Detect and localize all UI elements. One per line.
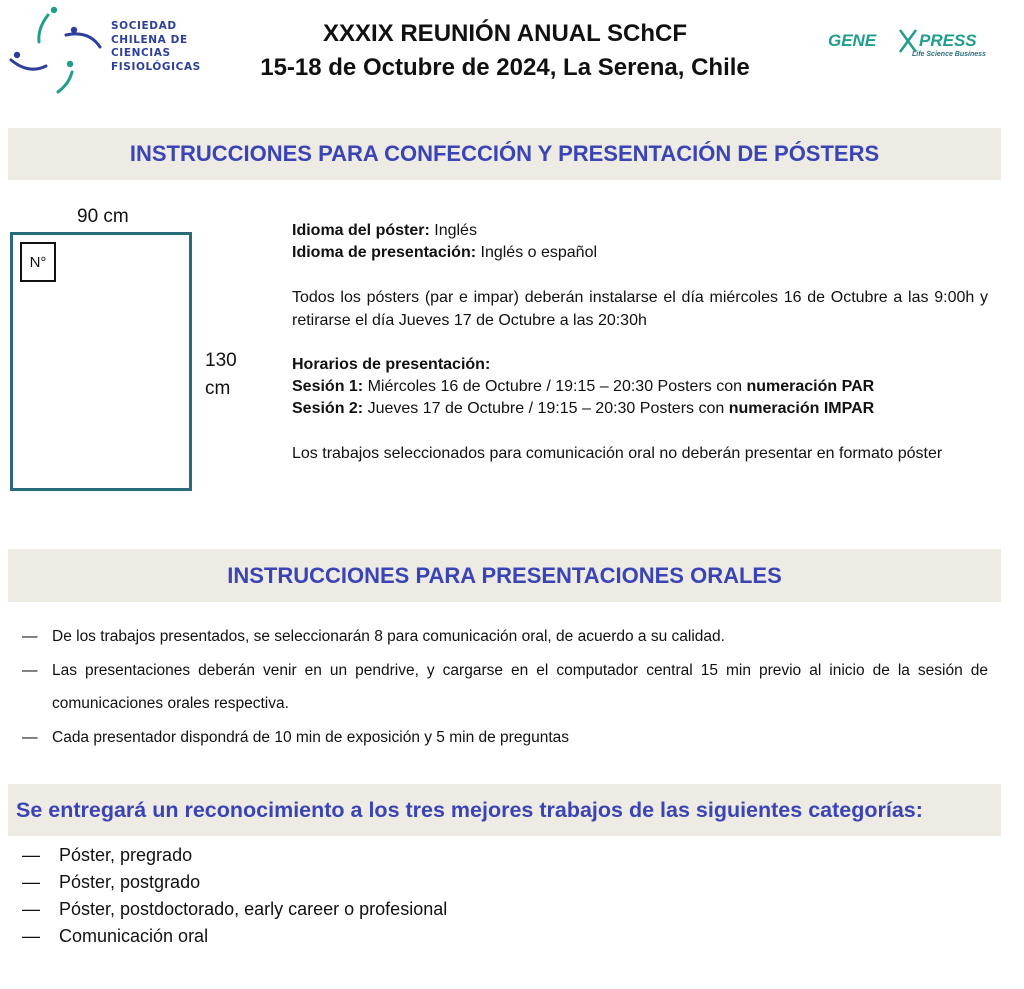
society-logo bbox=[8, 2, 218, 97]
poster-instructions-banner bbox=[8, 128, 1001, 180]
award-category: Póster, postgrado bbox=[59, 872, 201, 892]
poster-language-value: Inglés bbox=[429, 222, 477, 239]
sponsor-logo bbox=[826, 26, 1001, 60]
poster-height-unit: cm bbox=[205, 378, 231, 399]
schedule-heading-text: Horarios de presentación: bbox=[292, 356, 491, 373]
awards-heading: Se entregará un reconocimiento a los tres mejores trabajos de las siguientes categorías: bbox=[16, 798, 923, 822]
dash-bullet: — bbox=[22, 628, 38, 645]
logo-line: CHILENA DE bbox=[111, 33, 188, 46]
award-category: Comunicación oral bbox=[59, 926, 209, 946]
award-category: Póster, postdoctorado, early career o profesional bbox=[59, 899, 448, 919]
poster-language-label: Idioma del póster: bbox=[292, 222, 430, 239]
logo-line: SOCIEDAD bbox=[111, 20, 177, 32]
poster-language-line bbox=[292, 220, 988, 243]
dash-bullet: — bbox=[22, 845, 40, 865]
logo-line: FISIOLÓGICAS bbox=[111, 60, 201, 73]
poster-number-box: N° bbox=[20, 242, 56, 282]
session-1-label: Sesión 1: bbox=[292, 378, 364, 395]
awards-banner bbox=[8, 784, 1001, 836]
oral-item-text: De los trabajos presentados, se seleccionarán 8 para comunicación oral, de acuerdo a su calidad. bbox=[52, 628, 725, 645]
logo-line: CIENCIAS bbox=[111, 47, 171, 59]
award-category: Póster, pregrado bbox=[59, 845, 193, 865]
session-1-text: Miércoles 16 de Octubre / 19:15 – 20:30 Posters con bbox=[363, 378, 747, 395]
sponsor-logo-text: GENE bbox=[828, 31, 877, 50]
oral-instructions-heading: INSTRUCCIONES PARA PRESENTACIONES ORALES bbox=[227, 563, 782, 588]
session-1-numbering: numeración PAR bbox=[746, 378, 875, 395]
poster-height-label bbox=[205, 347, 237, 403]
oral-instructions-banner bbox=[8, 549, 1001, 602]
svg-text:PRESS: PRESS bbox=[919, 31, 977, 50]
poster-width-label: 90 cm bbox=[77, 206, 129, 227]
presentation-language-value: Inglés o español bbox=[476, 244, 598, 261]
dash-bullet: — bbox=[22, 899, 40, 919]
dash-bullet: — bbox=[22, 872, 40, 892]
oral-item-text: Las presentaciones deberán venir en un pendrive, y cargarse en el computador central 15 min previo al inicio de la sesión de comunicaciones orales respectiva. bbox=[52, 662, 988, 712]
dash-bullet: — bbox=[22, 729, 38, 746]
poster-instructions-heading: INSTRUCCIONES PARA CONFECCIÓN Y PRESENTACIÓN DE PÓSTERS bbox=[129, 141, 880, 166]
dash-bullet: — bbox=[22, 662, 38, 679]
society-logo-icon bbox=[8, 2, 108, 97]
session-2-text: Jueves 17 de Octubre / 19:15 – 20:30 Posters con bbox=[363, 400, 729, 417]
schedule-heading bbox=[292, 354, 988, 377]
society-logo-text bbox=[111, 20, 201, 74]
session-1-line bbox=[292, 376, 988, 399]
poster-height-value: 130 bbox=[205, 350, 237, 371]
oral-item-text: Cada presentador dispondrá de 10 min de exposición y 5 min de preguntas bbox=[52, 729, 569, 746]
dash-bullet: — bbox=[22, 926, 40, 946]
session-2-numbering: numeración IMPAR bbox=[728, 400, 875, 417]
event-title: XXXIX REUNIÓN ANUAL SChCF bbox=[322, 20, 688, 47]
oral-exclusion-note: Los trabajos seleccionados para comunicación oral no deberán presentar en formato póster bbox=[292, 445, 943, 462]
session-2-line bbox=[292, 398, 988, 421]
presentation-language-label: Idioma de presentación: bbox=[292, 244, 477, 261]
sponsor-tagline: Life Science Business bbox=[912, 51, 986, 58]
session-2-label: Sesión 2: bbox=[292, 400, 364, 417]
event-dates: 15-18 de Octubre de 2024, La Serena, Chile bbox=[260, 54, 750, 81]
genexpress-logo-icon bbox=[826, 26, 1001, 60]
install-instructions: Todos los pósters (par e impar) deberán instalarse el día miércoles 16 de Octubre a las 9:00h y retirarse el día Jueves 17 de Octubre a las 20:30h bbox=[292, 289, 988, 329]
presentation-language-line bbox=[292, 242, 988, 265]
